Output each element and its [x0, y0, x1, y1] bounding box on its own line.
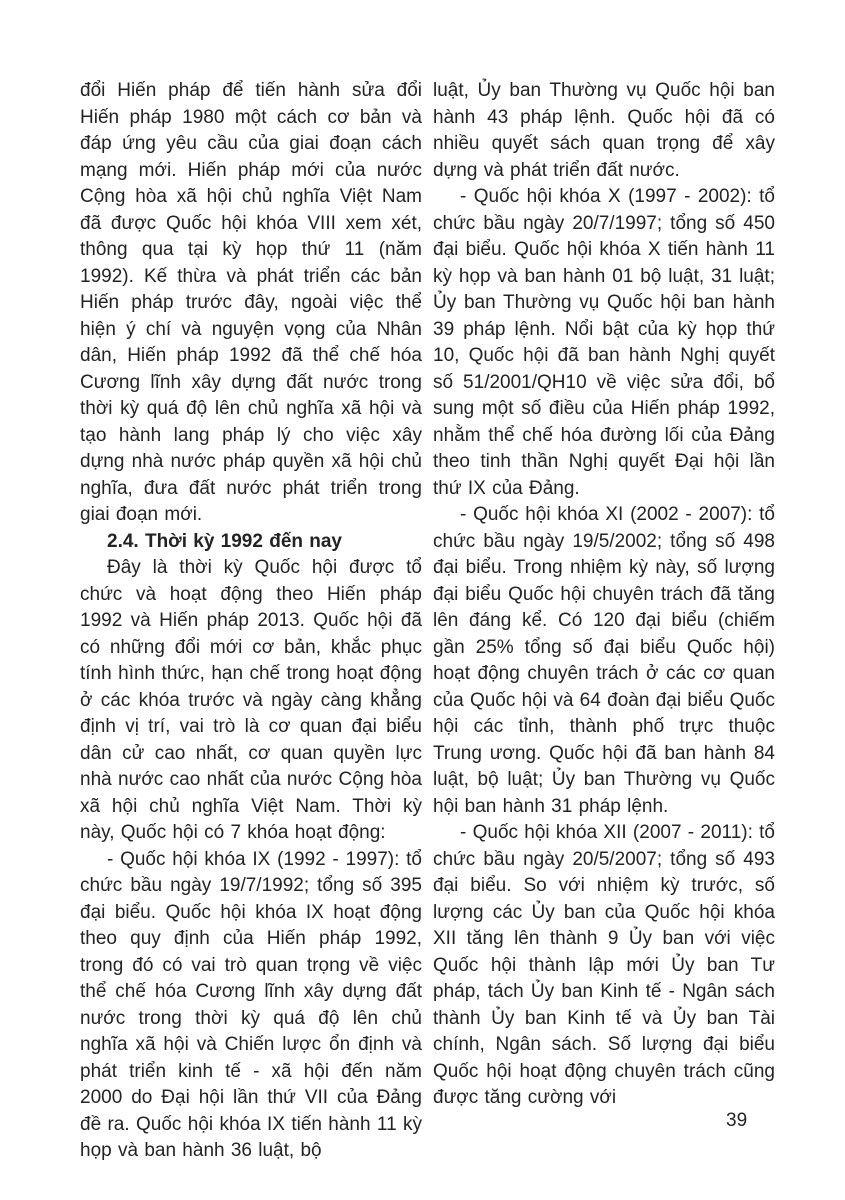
page-body — [80, 78, 775, 1165]
paragraph: - Quốc hội khóa XII (2007 - 2011): tổ chức bầu ngày 20/5/2007; tổng số 493 đại biểu. So với nhiệm kỳ trước, số lượng các Ủy ban của Quốc hội khóa XII tăng lên thành 9 Ủy ban với việc Quốc hội thành lập mới Ủy ban Tư pháp, tách Ủy ban Kinh tế - Ngân sách thành Ủy ban Kinh tế và Ủy ban Tài chính, Ngân sách. Số lượng đại biểu Quốc hội hoạt động chuyên trách cũng được tăng cường với — [433, 822, 775, 1108]
paragraph: luật, Ủy ban Thường vụ Quốc hội ban hành 43 pháp lệnh. Quốc hội đã có nhiều quyết sách quan trọng để xây dựng và phát triển đất nước. — [433, 80, 775, 181]
text-column-right — [433, 78, 775, 1165]
text-column-left — [80, 78, 422, 1165]
paragraph: - Quốc hội khóa IX (1992 - 1997): tổ chức bầu ngày 19/7/1992; tổng số 395 đại biểu. Quốc hội khóa IX hoạt động theo quy định của Hiến pháp 1992, trong đó có vai trò quan trọng về việc thể chế hóa Cương lĩnh xây dựng đất nước trong thời kỳ quá độ lên chủ nghĩa xã hội và Chiến lược ổn định và phát triển kinh tế - xã hội đến năm 2000 do Đại hội lần thứ VII của Đảng đề ra. Quốc hội khóa IX tiến hành 11 kỳ họp và ban hành 36 luật, bộ — [80, 848, 422, 1161]
paragraph: - Quốc hội khóa X (1997 - 2002): tổ chức bầu ngày 20/7/1997; tổng số 450 đại biểu. Quốc hội khóa X tiến hành 11 kỳ họp và ban hành 01 bộ luật, 31 luật; Ủy ban Thường vụ Quốc hội ban hành 39 pháp lệnh. Nổi bật của kỳ họp thứ 10, Quốc hội đã ban hành Nghị quyết số 51/2001/QH10 về việc sửa đổi, bổ sung một số điều của Hiến pháp 1992, nhằm thể chế hóa đường lối của Đảng theo tinh thần Nghị quyết Đại hội lần thứ IX của Đảng. — [433, 186, 775, 499]
paragraph: - Quốc hội khóa XI (2002 - 2007): tổ chức bầu ngày 19/5/2002; tổng số 498 đại biểu. Trong nhiệm kỳ này, số lượng đại biểu Quốc hội chuyên trách đã tăng lên đáng kể. Có 120 đại biểu (chiếm gần 25% tổng số đại biểu Quốc hội) hoạt động chuyên trách ở các cơ quan của Quốc hội và 64 đoàn đại biểu Quốc hội các tỉnh, thành phố trực thuộc Trung ương. Quốc hội đã ban hành 84 luật, bộ luật; Ủy ban Thường vụ Quốc hội ban hành 31 pháp lệnh. — [433, 504, 775, 817]
page-number: 39 — [726, 1110, 748, 1131]
section-heading: 2.4. Thời kỳ 1992 đến nay — [107, 530, 343, 552]
paragraph: đổi Hiến pháp để tiến hành sửa đổi Hiến pháp 1980 một cách cơ bản và đáp ứng yêu cầu của giai đoạn cách mạng mới. Hiến pháp mới của nước Cộng hòa xã hội chủ nghĩa Việt Nam đã được Quốc hội khóa VIII xem xét, thông qua tại kỳ họp thứ 11 (năm 1992). Kế thừa và phát triển các bản Hiến pháp trước đây, ngoài việc thể hiện ý chí và nguyện vọng của Nhân dân, Hiến pháp 1992 đã thể chế hóa Cương lĩnh xây dựng đất nước trong thời kỳ quá độ lên chủ nghĩa xã hội và tạo hành lang pháp lý cho việc xây dựng nhà nước pháp quyền xã hội chủ nghĩa, đưa đất nước phát triển trong giai đoạn mới. — [80, 80, 422, 525]
paragraph: Đây là thời kỳ Quốc hội được tổ chức và hoạt động theo Hiến pháp 1992 và Hiến pháp 2013. Quốc hội đã có những đổi mới cơ bản, khắc phục tính hình thức, hạn chế trong hoạt động ở các khóa trước và ngày càng khẳng định vị trí, vai trò là cơ quan đại biểu dân cử cao nhất, cơ quan quyền lực nhà nước cao nhất của nước Cộng hòa xã hội chủ nghĩa Việt Nam. Thời kỳ này, Quốc hội có 7 khóa hoạt động: — [80, 557, 422, 843]
